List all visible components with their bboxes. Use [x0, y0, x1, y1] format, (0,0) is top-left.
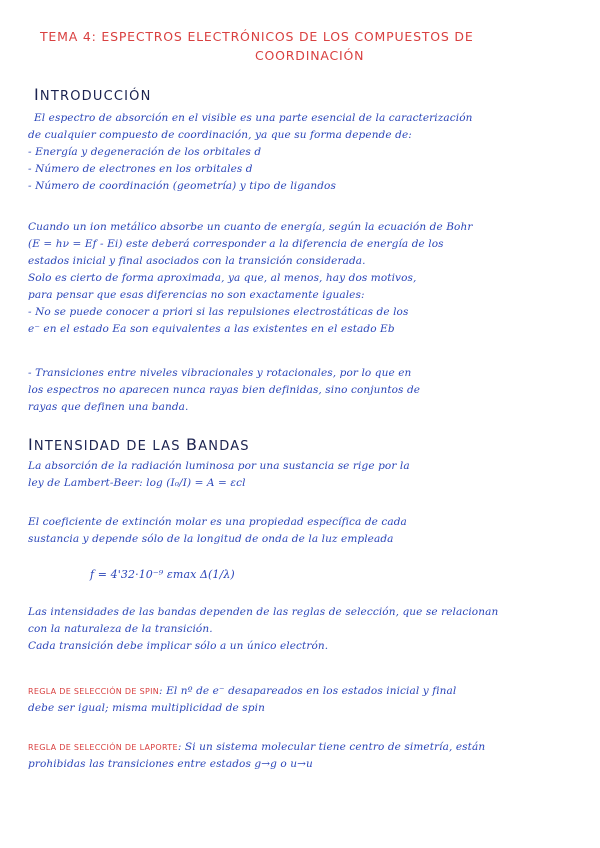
- intro-line: de cualquier compuesto de coordinación, ya que su forma depende de:: [28, 129, 412, 141]
- laporte-rule-label: REGLA DE SELECCIÓN DE LAPORTE: [28, 743, 178, 752]
- rules-intro-line: Cada transición debe implicar sólo a un único electrón.: [28, 640, 329, 652]
- bohr-line: Solo es cierto de forma aproximada, ya que, al menos, hay dos motivos,: [28, 272, 417, 284]
- beer-line: La absorción de la radiación luminosa por una sustancia se rige por la: [28, 460, 410, 472]
- beer-line: ley de Lambert-Beer: log (I₀/I) = A = εcl: [28, 477, 246, 489]
- laporte-rule-line2: prohibidas las transiciones entre estados g→g o u→u: [28, 758, 313, 770]
- transitions-line: rayas que definen una banda.: [28, 401, 189, 413]
- intro-bullet: - Número de electrones en los orbitales d: [28, 163, 253, 175]
- intro-bullet: - Energía y degeneración de los orbitales d: [28, 146, 262, 158]
- page-title-line2: COORDINACIÓN: [255, 48, 365, 63]
- spin-rule-line2: debe ser igual; misma multiplicidad de spin: [28, 702, 265, 714]
- spin-rule-label: REGLA DE SELECCIÓN DE SPIN: [28, 687, 160, 696]
- coef-line: sustancia y depende sólo de la longitud de onda de la luz empleada: [28, 533, 394, 545]
- page-title: TEMA 4: ESPECTROS ELECTRÓNICOS DE LOS COMPUESTOS DE: [40, 29, 474, 44]
- coef-line: El coeficiente de extinción molar es una propiedad específica de cada: [28, 516, 407, 528]
- laporte-rule: REGLA DE SELECCIÓN DE LAPORTE: Si un sistema molecular tiene centro de simetría, están: [28, 741, 486, 753]
- transitions-line: - Transiciones entre niveles vibracionales y rotacionales, por lo que en: [28, 367, 412, 379]
- bohr-line: Cuando un ion metálico absorbe un cuanto de energía, según la ecuación de Bohr: [28, 221, 473, 233]
- bohr-line: - No se puede conocer a priori si las repulsiones electrostáticas de los: [28, 306, 409, 318]
- rules-intro-line: Las intensidades de las bandas dependen de las reglas de selección, que se relacionan: [28, 606, 499, 618]
- bohr-line: para pensar que esas diferencias no son exactamente iguales:: [28, 289, 365, 301]
- section-heading-intensidad: INTENSIDAD DE LAS BANDAS: [28, 435, 250, 454]
- rules-intro-line: con la naturaleza de la transición.: [28, 623, 213, 635]
- oscillator-formula: f = 4'32·10⁻⁹ εmax Δ(1/λ): [90, 568, 235, 581]
- section-heading-introduccion: INTRODUCCIÓN: [34, 85, 152, 104]
- bohr-line: (E = hν = Ef - Ei) este deberá corresponder a la diferencia de energía de los: [28, 238, 444, 250]
- bohr-line: e⁻ en el estado Ea son equivalentes a las existentes en el estado Eb: [28, 323, 395, 335]
- intro-line: El espectro de absorción en el visible es una parte esencial de la caracterización: [34, 112, 473, 124]
- transitions-line: los espectros no aparecen nunca rayas bien definidas, sino conjuntos de: [28, 384, 421, 396]
- spin-rule: REGLA DE SELECCIÓN DE SPIN: El nº de e⁻ desapareados en los estados inicial y final: [28, 685, 457, 697]
- bohr-line: estados inicial y final asociados con la transición considerada.: [28, 255, 366, 267]
- intro-bullet: - Número de coordinación (geometría) y tipo de ligandos: [28, 180, 336, 192]
